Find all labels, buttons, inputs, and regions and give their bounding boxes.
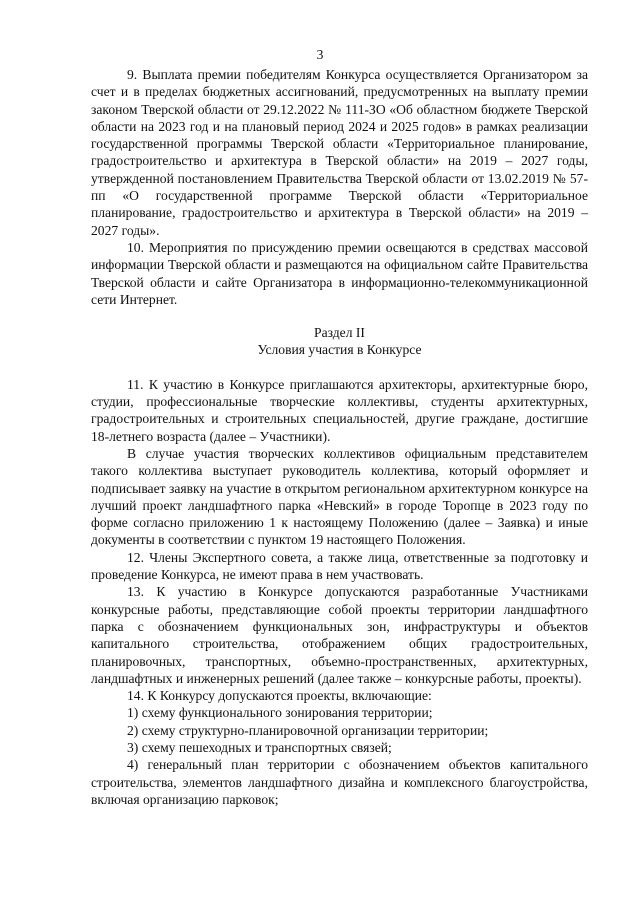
paragraph-11: 11. К участию в Конкурсе приглашаются архитекторы, архитектурные бюро, студии, профессиональные творческие коллективы, студенты архитектурных, градостроительных и строительных специальностей, другие граждане, достигшие 18-летнего возраста (далее – Участники).: [91, 376, 588, 444]
page-number: 3: [316, 47, 324, 62]
paragraph-13: 13. К участию в Конкурсе допускаются разработанные Участниками конкурсные работы, представляющие собой проекты территории ландшафтного парка с обозначением функциональных зон, инфраструктуры и объектов капитального строительства, отображением общих градостроительных, планировочных, транспортных, объемно-пространственных, архитектурных, ландшафтных и инженерных решений (далее также – конкурсные работы, проекты).: [91, 584, 588, 686]
section-title: Условия участия в Конкурсе: [257, 342, 422, 358]
paragraph-12: 12. Члены Экспертного совета, а также лица, ответственные за подготовку и проведение Конкурса, не имеют права в нем участвовать.: [91, 549, 588, 583]
section-label: Раздел II: [314, 325, 365, 341]
list-item-14-3: 3) схему пешеходных и транспортных связей;: [127, 739, 392, 755]
list-item-14-4: 4) генеральный план территории с обозначением объектов капитального строительства, элементов ландшафтного дизайна и комплексного благоустройства, включая организацию парковок;: [91, 757, 588, 807]
paragraph-9: 9. Выплата премии победителям Конкурса осуществляется Организатором за счет и в пределах бюджетных ассигнований, предусмотренных на выплату премии законом Тверской области от 29.12.2022 № 111-ЗО «Об областном бюджете Тверской области на 2023 год и на плановый период 2024 и 2025 годов» в рамках реализации государственной программы Тверской области «Территориальное планирование, градостроительство и архитектура в Тверской области» на 2019 – 2027 годы, утвержденной постановлением Правительства Тверской области от 13.02.2019 № 57-пп «О государственной программе Тверской области «Территориальное планирование, градостроительство и архитектура в Тверской области» на 2019 – 2027 годы».: [91, 67, 588, 238]
paragraph-10: 10. Мероприятия по присуждению премии освещаются в средствах массовой информации Тверской области и размещаются на официальном сайте Правительства Тверской области и сайте Организатора в информационно-телекоммуникационной сети Интернет.: [91, 239, 588, 307]
list-item-14-1: 1) схему функционального зонирования территории;: [127, 705, 433, 721]
spacer: [91, 359, 588, 376]
document-body: [91, 66, 588, 808]
list-item-14-2: 2) схему структурно-планировочной организации территории;: [127, 722, 489, 738]
spacer: [91, 308, 588, 324]
paragraph-14: 14. К Конкурсу допускаются проекты, включающие:: [127, 688, 432, 704]
paragraph-11-continued: В случае участия творческих коллективов официальным представителем такого коллектива выступает руководитель коллектива, который оформляет и подписывает заявку на участие в открытом региональном архитектурном конкурсе на лучший проект ландшафтного парка «Невский» в городе Торопце в 2023 году по форме согласно приложению 1 к настоящему Положению (далее – Заявка) и иные документы в соответствии с пунктом 19 настоящего Положения.: [91, 445, 589, 548]
